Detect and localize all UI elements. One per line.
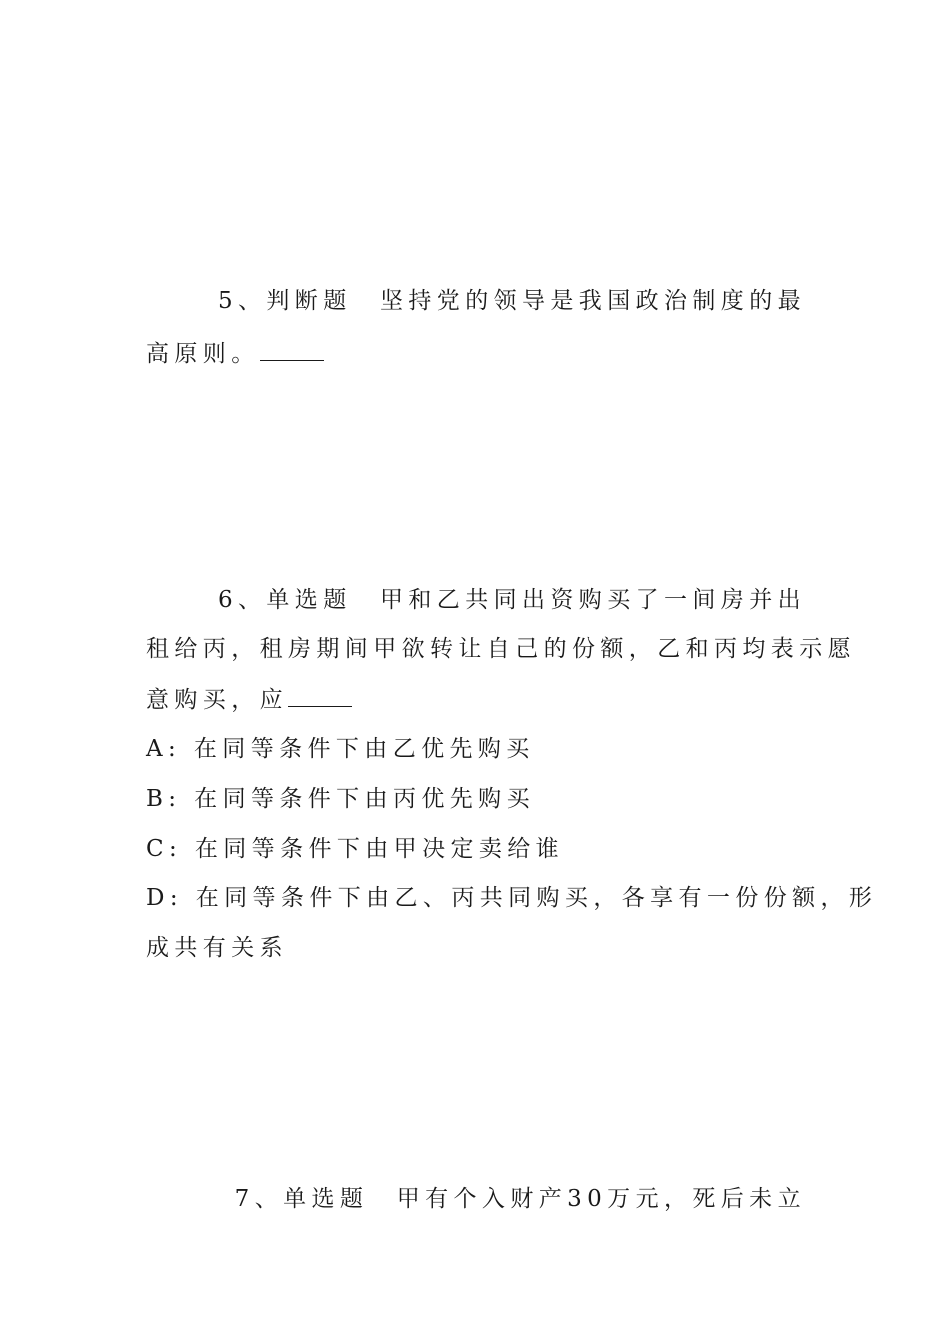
question-7-type: 单选题 bbox=[283, 1186, 369, 1212]
option-c bbox=[146, 834, 806, 864]
option-a-text: 在同等条件下由乙优先购买 bbox=[193, 736, 535, 762]
option-a-letter: A: bbox=[146, 736, 182, 762]
question-7-number: 7、 bbox=[234, 1186, 284, 1212]
question-6-type: 单选题 bbox=[266, 587, 352, 613]
question-6-heading bbox=[146, 585, 806, 615]
question-5-text-line1: 坚持党的领导是我国政治制度的最 bbox=[380, 288, 806, 314]
answer-blank bbox=[288, 684, 352, 707]
option-b-letter: B: bbox=[146, 786, 182, 812]
answer-blank bbox=[260, 338, 324, 361]
option-d-text-cont: 成共有关系 bbox=[146, 935, 288, 961]
question-7-heading bbox=[146, 1184, 806, 1214]
option-d-letter: D: bbox=[146, 885, 183, 911]
question-5-text-line2: 高原则。 bbox=[146, 341, 260, 367]
question-7-text-line1: 甲有个入财产30万元，死后未立 bbox=[396, 1186, 806, 1212]
option-b bbox=[146, 784, 806, 814]
question-6-text-line1: 甲和乙共同出资购买了一间房并出 bbox=[380, 587, 806, 613]
question-5-heading bbox=[146, 286, 806, 316]
question-6-text-line3: 意购买，应 bbox=[146, 687, 288, 713]
option-b-text: 在同等条件下由丙优先购买 bbox=[194, 786, 535, 812]
question-5-line2 bbox=[146, 338, 806, 369]
option-d-text: 在同等条件下由乙、丙共同购买，各享有一份份额，形 bbox=[195, 885, 878, 911]
option-d-continued bbox=[146, 933, 806, 963]
question-6-line2 bbox=[146, 634, 856, 664]
option-a bbox=[146, 734, 806, 764]
option-c-letter: C: bbox=[146, 836, 183, 862]
question-6-number: 6、 bbox=[217, 587, 267, 613]
option-c-text: 在同等条件下由甲决定卖给谁 bbox=[194, 836, 565, 862]
question-6-text-line2: 租给丙，租房期间甲欲转让自己的份额，乙和丙均表示愿 bbox=[146, 636, 856, 662]
question-6-line3 bbox=[146, 684, 806, 715]
option-d bbox=[146, 883, 878, 913]
question-5-number: 5、 bbox=[217, 288, 267, 314]
question-5-type: 判断题 bbox=[266, 288, 352, 314]
